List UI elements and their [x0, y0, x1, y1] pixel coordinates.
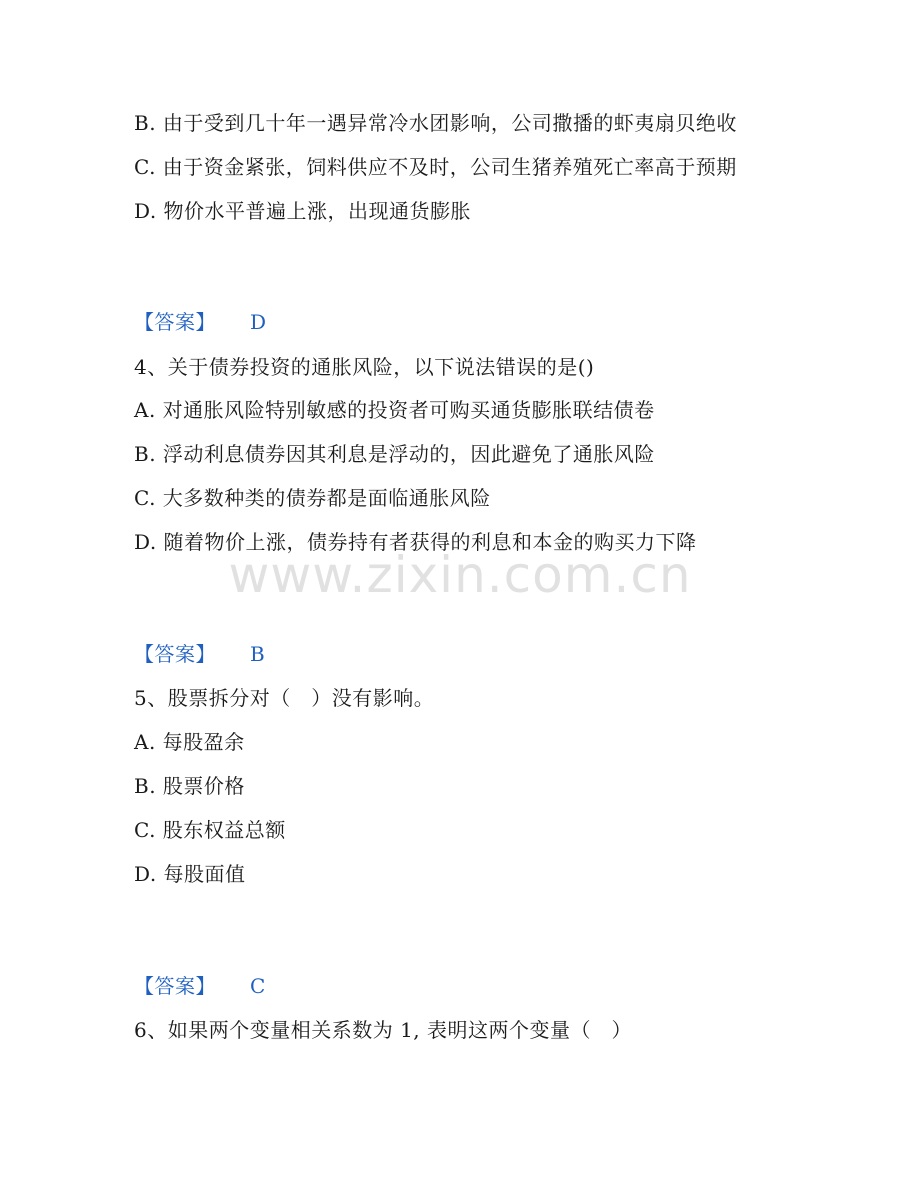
q5-option-c: C. 股东权益总额	[134, 818, 286, 842]
q4-question: 4、关于债券投资的通胀风险，以下说法错误的是()	[134, 355, 595, 379]
q3-option-b: B. 由于受到几十年一遇异常冷水团影响，公司撒播的虾夷扇贝绝收	[134, 111, 737, 135]
q3-option-c: C. 由于资金紧张，饲料供应不及时，公司生猪养殖死亡率高于预期	[134, 155, 737, 179]
q6-question: 6、如果两个变量相关系数为 1, 表明这两个变量（ ）	[134, 1018, 633, 1042]
q4-option-c: C. 大多数种类的债券都是面临通胀风险	[134, 486, 491, 510]
watermark: www.zixin.com.cn	[228, 546, 692, 604]
answer-value: C	[250, 974, 266, 998]
answer-label: 【答案】	[134, 310, 216, 334]
q3-option-d: D. 物价水平普遍上涨，出现通货膨胀	[134, 199, 472, 223]
q5-option-b: B. 股票价格	[134, 774, 245, 798]
q5-question: 5、股票拆分对（ ）没有影响。	[134, 686, 435, 710]
q3-answer-row	[134, 308, 267, 336]
q5-option-a: A. 每股盈余	[134, 730, 245, 754]
q5-answer-row	[134, 972, 266, 1000]
answer-label: 【答案】	[134, 642, 216, 666]
answer-value: D	[250, 310, 267, 334]
q5-option-d: D. 每股面值	[134, 862, 246, 886]
answer-value: B	[250, 642, 266, 666]
answer-label: 【答案】	[134, 974, 216, 998]
q4-option-d: D. 随着物价上涨，债券持有者获得的利息和本金的购买力下降	[134, 530, 697, 554]
q4-answer-row	[134, 640, 266, 668]
q4-option-b: B. 浮动利息债券因其利息是浮动的，因此避免了通胀风险	[134, 442, 655, 466]
q4-option-a: A. 对通胀风险特别敏感的投资者可购买通货膨胀联结债卷	[134, 398, 655, 422]
